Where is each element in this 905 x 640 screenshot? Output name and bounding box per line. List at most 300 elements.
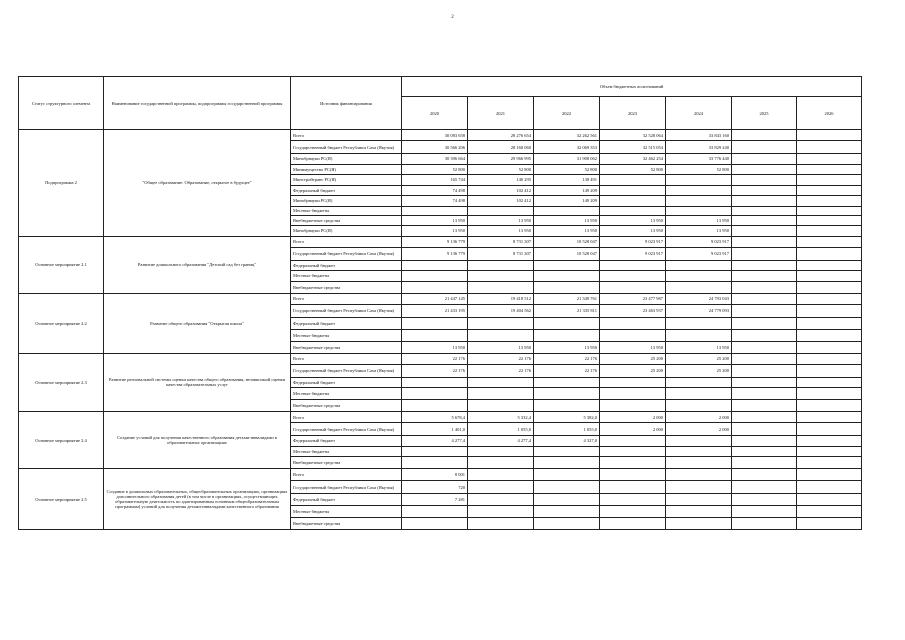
budget-value-cell: 5 382,0: [534, 412, 600, 423]
table-row: [19, 236, 862, 247]
budget-value-cell: [468, 260, 534, 271]
budget-value-cell: [797, 400, 862, 412]
funding-source: Федеральный бюджет: [291, 494, 402, 506]
funding-source: Местные бюджеты: [291, 271, 402, 282]
budget-value-cell: [732, 423, 797, 436]
budget-value-cell: [468, 317, 534, 329]
header-year: 2022: [534, 97, 600, 130]
budget-value-cell: 22 176: [534, 353, 600, 364]
budget-value-cell: [600, 329, 666, 341]
table-header: [19, 77, 862, 130]
structural-element-status: Основное мероприятие 2.1: [19, 236, 104, 293]
budget-value-cell: 2 000: [600, 423, 666, 436]
budget-value-cell: [468, 271, 534, 282]
funding-source: Федеральный бюджет: [291, 317, 402, 329]
budget-value-cell: [534, 260, 600, 271]
budget-value-cell: [797, 164, 862, 175]
budget-value-cell: [534, 377, 600, 388]
program-name: Развитие общего образования "Открытая школа": [104, 293, 291, 353]
budget-value-cell: [468, 388, 534, 400]
budget-value-cell: 13 950: [468, 215, 534, 226]
budget-value-cell: [534, 317, 600, 329]
program-name: "Общее образование: Образование, открытое в будущее": [104, 130, 291, 237]
budget-value-cell: [468, 329, 534, 341]
budget-value-cell: 74 498: [402, 185, 468, 196]
budget-value-cell: [732, 271, 797, 282]
page-number: 2: [451, 15, 454, 20]
budget-value-cell: [666, 329, 732, 341]
budget-value-cell: [797, 388, 862, 400]
budget-value-cell: [666, 457, 732, 469]
budget-value-cell: 13 950: [600, 226, 666, 237]
header-volume: Объем бюджетных ассигнований: [402, 77, 862, 97]
budget-value-cell: [797, 423, 862, 436]
budget-value-cell: [732, 400, 797, 412]
budget-value-cell: [600, 469, 666, 481]
budget-value-cell: [797, 293, 862, 304]
budget-value-cell: 1 055,0: [534, 423, 600, 436]
budget-value-cell: [732, 185, 797, 196]
budget-value-cell: 23 463 937: [600, 304, 666, 317]
budget-value-cell: [732, 196, 797, 207]
budget-value-cell: [732, 364, 797, 377]
budget-value-cell: [732, 141, 797, 154]
budget-value-cell: [402, 206, 468, 215]
budget-value-cell: [534, 271, 600, 282]
budget-value-cell: [666, 400, 732, 412]
budget-value-cell: [468, 400, 534, 412]
budget-value-cell: 52 800: [600, 164, 666, 175]
budget-value-cell: [666, 271, 732, 282]
program-name: Создание условий для получения качественного образования детьми-инвалидами в образовательных организациях: [104, 412, 291, 469]
funding-source: Федеральный бюджет: [291, 377, 402, 388]
budget-value-cell: 32 515 054: [600, 141, 666, 154]
budget-value-cell: [732, 329, 797, 341]
funding-source: Государственный бюджет Республики Саха (Якутия): [291, 423, 402, 436]
budget-value-cell: [797, 518, 862, 530]
budget-value-cell: [534, 457, 600, 469]
funding-source: Государственный бюджет Республики Саха (Якутия): [291, 141, 402, 154]
budget-value-cell: 52 800: [468, 164, 534, 175]
funding-source: Минстройтранс РС(Я): [291, 175, 402, 186]
budget-value-cell: 24 779 093: [666, 304, 732, 317]
budget-value-cell: [797, 215, 862, 226]
funding-source: Минобрнауки РС(Я): [291, 196, 402, 207]
funding-source: Внебюджетные средства: [291, 518, 402, 530]
budget-value-cell: 52 800: [402, 164, 468, 175]
budget-value-cell: 1 055,0: [468, 423, 534, 436]
budget-value-cell: 30 083 658: [402, 130, 468, 141]
budget-value-cell: [797, 377, 862, 388]
budget-value-cell: [732, 457, 797, 469]
budget-value-cell: [732, 260, 797, 271]
budget-value-cell: 21 447 145: [402, 293, 468, 304]
budget-value-cell: [732, 446, 797, 457]
budget-value-cell: [402, 400, 468, 412]
budget-value-cell: [732, 154, 797, 165]
budget-value-cell: [600, 196, 666, 207]
budget-value-cell: 13 950: [666, 226, 732, 237]
budget-value-cell: 29 966 995: [468, 154, 534, 165]
program-name: Развитие дошкольного образования "Детский сад без границ": [104, 236, 291, 293]
budget-value-cell: [534, 506, 600, 518]
budget-value-cell: [797, 304, 862, 317]
budget-value-cell: 149 209: [534, 185, 600, 196]
budget-value-cell: 138 491: [534, 175, 600, 186]
budget-value-cell: 140 295: [468, 175, 534, 186]
budget-value-cell: [402, 317, 468, 329]
budget-value-cell: [534, 388, 600, 400]
budget-value-cell: [732, 293, 797, 304]
budget-value-cell: 52 800: [666, 164, 732, 175]
structural-element-status: Основное мероприятие 2.2: [19, 293, 104, 353]
budget-value-cell: [666, 185, 732, 196]
budget-value-cell: [666, 481, 732, 494]
budget-value-cell: [666, 506, 732, 518]
budget-value-cell: [600, 446, 666, 457]
budget-value-cell: [666, 436, 732, 447]
budget-value-cell: [732, 353, 797, 364]
budget-value-cell: [797, 494, 862, 506]
budget-value-cell: 13 950: [600, 341, 666, 353]
header-status: Статус структурного элемента: [19, 77, 104, 130]
budget-value-cell: [797, 226, 862, 237]
budget-value-cell: [732, 388, 797, 400]
budget-value-cell: 4 327,0: [534, 436, 600, 447]
budget-value-cell: 102 412: [468, 185, 534, 196]
budget-value-cell: [600, 388, 666, 400]
budget-value-cell: [534, 494, 600, 506]
budget-value-cell: [732, 281, 797, 293]
table-row: [19, 293, 862, 304]
header-year: 2026: [797, 97, 862, 130]
budget-value-cell: [468, 377, 534, 388]
budget-value-cell: [600, 481, 666, 494]
budget-value-cell: 7 281: [402, 494, 468, 506]
budget-value-cell: [732, 226, 797, 237]
funding-source: Минобрнауки РС(Я): [291, 154, 402, 165]
header-source: Источник финансирования: [291, 77, 402, 130]
budget-value-cell: 21 335 811: [534, 304, 600, 317]
budget-value-cell: [797, 457, 862, 469]
budget-value-cell: [402, 271, 468, 282]
budget-table: [18, 76, 862, 530]
budget-value-cell: 13 950: [468, 341, 534, 353]
budget-value-cell: 5 332,4: [468, 412, 534, 423]
budget-value-cell: [402, 281, 468, 293]
budget-value-cell: 13 950: [534, 226, 600, 237]
funding-source: Всего: [291, 353, 402, 364]
budget-value-cell: [402, 329, 468, 341]
funding-source: Федеральный бюджет: [291, 436, 402, 447]
budget-value-cell: [600, 400, 666, 412]
budget-value-cell: [732, 469, 797, 481]
program-name: Развитие региональной системы оценки качества общего образования, независимой оценки качества образовательных услуг: [104, 353, 291, 412]
budget-value-cell: [797, 236, 862, 247]
budget-value-cell: [732, 481, 797, 494]
budget-value-cell: [797, 206, 862, 215]
budget-value-cell: [797, 175, 862, 186]
budget-value-cell: [732, 304, 797, 317]
budget-value-cell: [666, 469, 732, 481]
table-row: [19, 469, 862, 481]
budget-value-cell: [600, 436, 666, 447]
budget-value-cell: 13 950: [534, 215, 600, 226]
header-name: Наименование государственной программы, подпрограммы государственной программы: [104, 77, 291, 130]
budget-value-cell: 13 950: [666, 341, 732, 353]
header-year: 2023: [600, 97, 666, 130]
budget-value-cell: [666, 494, 732, 506]
budget-value-cell: [797, 481, 862, 494]
budget-value-cell: 25 200: [600, 353, 666, 364]
budget-value-cell: [732, 175, 797, 186]
budget-value-cell: [666, 196, 732, 207]
budget-value-cell: 1 401,0: [402, 423, 468, 436]
budget-value-cell: 23 477 987: [600, 293, 666, 304]
budget-value-cell: [797, 185, 862, 196]
budget-value-cell: [732, 130, 797, 141]
budget-value-cell: [797, 260, 862, 271]
budget-value-cell: [468, 518, 534, 530]
funding-source: Внебюджетные средства: [291, 281, 402, 293]
table-body: [19, 130, 862, 530]
budget-value-cell: 2 000: [666, 423, 732, 436]
budget-value-cell: [600, 317, 666, 329]
budget-value-cell: [468, 457, 534, 469]
budget-value-cell: 32 069 353: [534, 141, 600, 154]
budget-value-cell: [797, 317, 862, 329]
budget-value-cell: 9 023 917: [666, 236, 732, 247]
budget-value-cell: 30 566 206: [402, 141, 468, 154]
budget-value-cell: [732, 518, 797, 530]
structural-element-status: Основное мероприятие 2.3: [19, 353, 104, 412]
budget-value-cell: [666, 206, 732, 215]
budget-value-cell: [468, 469, 534, 481]
funding-source: Государственный бюджет Республики Саха (Якутия): [291, 364, 402, 377]
funding-source: Всего: [291, 130, 402, 141]
budget-value-cell: [797, 364, 862, 377]
budget-value-cell: [534, 400, 600, 412]
budget-value-cell: 10 528 047: [534, 247, 600, 260]
budget-value-cell: 9 023 917: [666, 247, 732, 260]
budget-value-cell: 33 776 440: [666, 154, 732, 165]
budget-value-cell: 25 200: [666, 364, 732, 377]
budget-value-cell: 22 176: [402, 353, 468, 364]
budget-value-cell: 21 349 761: [534, 293, 600, 304]
budget-value-cell: 9 023 917: [600, 236, 666, 247]
budget-value-cell: [600, 506, 666, 518]
budget-value-cell: 9 023 917: [600, 247, 666, 260]
budget-value-cell: [797, 329, 862, 341]
budget-value-cell: [666, 388, 732, 400]
budget-value-cell: 2 000: [666, 412, 732, 423]
budget-value-cell: 33 843 160: [666, 130, 732, 141]
budget-value-cell: [534, 281, 600, 293]
budget-value-cell: [797, 281, 862, 293]
budget-value-cell: 22 176: [534, 364, 600, 377]
budget-value-cell: [534, 518, 600, 530]
budget-value-cell: [732, 215, 797, 226]
budget-value-cell: [600, 185, 666, 196]
budget-value-cell: 30 396 664: [402, 154, 468, 165]
budget-value-cell: [732, 341, 797, 353]
budget-value-cell: [600, 260, 666, 271]
budget-value-cell: [732, 236, 797, 247]
budget-value-cell: [797, 412, 862, 423]
budget-value-cell: 165 744: [402, 175, 468, 186]
funding-source: Государственный бюджет Республики Саха (Якутия): [291, 304, 402, 317]
budget-value-cell: [600, 175, 666, 186]
budget-value-cell: [402, 377, 468, 388]
budget-value-cell: 28 160 060: [468, 141, 534, 154]
budget-value-cell: [797, 247, 862, 260]
funding-source: Федеральный бюджет: [291, 185, 402, 196]
funding-source: Местные бюджеты: [291, 206, 402, 215]
budget-value-cell: [797, 154, 862, 165]
funding-source: Внебюджетные средства: [291, 457, 402, 469]
budget-value-cell: 22 176: [402, 364, 468, 377]
budget-value-cell: 24 793 043: [666, 293, 732, 304]
budget-value-cell: [534, 481, 600, 494]
budget-value-cell: [600, 377, 666, 388]
budget-value-cell: [534, 446, 600, 457]
budget-value-cell: 19 418 512: [468, 293, 534, 304]
budget-value-cell: 149 209: [534, 196, 600, 207]
budget-value-cell: [732, 164, 797, 175]
budget-value-cell: 25 200: [666, 353, 732, 364]
budget-value-cell: 31 908 062: [534, 154, 600, 165]
budget-value-cell: [732, 206, 797, 215]
header-year: 2024: [666, 97, 732, 130]
budget-value-cell: [468, 481, 534, 494]
budget-value-cell: [402, 446, 468, 457]
budget-value-cell: [600, 206, 666, 215]
budget-value-cell: [600, 271, 666, 282]
budget-value-cell: [600, 494, 666, 506]
budget-value-cell: [797, 141, 862, 154]
budget-value-cell: 21 433 195: [402, 304, 468, 317]
budget-value-cell: 4 277,4: [468, 436, 534, 447]
budget-value-cell: 2 000: [600, 412, 666, 423]
program-name: Создание в дошкольных образовательных, общеобразовательных организациях, организациях дополнительного образования детей (в том числе в организациях, осуществляющих образовательную деятельность по адаптированным основным общеобразовательным программам) условий для получения детьми-инвалидами качественного образования: [104, 469, 291, 530]
budget-value-cell: 13 950: [600, 215, 666, 226]
budget-value-cell: [666, 281, 732, 293]
budget-value-cell: [797, 130, 862, 141]
funding-source: Всего: [291, 293, 402, 304]
budget-value-cell: 33 829 240: [666, 141, 732, 154]
structural-element-status: Основное мероприятие 2.5: [19, 469, 104, 530]
budget-value-cell: [468, 494, 534, 506]
budget-value-cell: [468, 281, 534, 293]
budget-value-cell: [402, 518, 468, 530]
funding-source: Всего: [291, 236, 402, 247]
budget-value-cell: [732, 317, 797, 329]
budget-value-cell: 28 276 654: [468, 130, 534, 141]
budget-value-cell: 13 950: [534, 341, 600, 353]
budget-value-cell: 8 731 307: [468, 236, 534, 247]
budget-value-cell: 74 498: [402, 196, 468, 207]
budget-value-cell: 8 731 307: [468, 247, 534, 260]
budget-value-cell: [534, 206, 600, 215]
table-row: [19, 412, 862, 423]
budget-value-cell: [732, 494, 797, 506]
budget-value-cell: [468, 506, 534, 518]
budget-value-cell: 13 950: [402, 341, 468, 353]
budget-value-cell: [468, 446, 534, 457]
budget-value-cell: 52 800: [534, 164, 600, 175]
budget-value-cell: 25 200: [600, 364, 666, 377]
funding-source: Внебюджетные средства: [291, 341, 402, 353]
table-row: [19, 353, 862, 364]
header-year: 2020: [402, 97, 468, 130]
budget-value-cell: [600, 281, 666, 293]
budget-value-cell: 8 001: [402, 469, 468, 481]
budget-value-cell: [797, 353, 862, 364]
funding-source: Местные бюджеты: [291, 329, 402, 341]
budget-value-cell: 4 277,4: [402, 436, 468, 447]
funding-source: Государственный бюджет Республики Саха (Якутия): [291, 481, 402, 494]
budget-value-cell: [732, 412, 797, 423]
budget-value-cell: 5 678,4: [402, 412, 468, 423]
budget-value-cell: 19 404 562: [468, 304, 534, 317]
funding-source: Местные бюджеты: [291, 446, 402, 457]
budget-value-cell: [732, 247, 797, 260]
budget-value-cell: [666, 518, 732, 530]
budget-value-cell: [732, 506, 797, 518]
header-year: 2025: [732, 97, 797, 130]
budget-value-cell: [797, 469, 862, 481]
budget-value-cell: [402, 388, 468, 400]
budget-value-cell: [534, 329, 600, 341]
budget-value-cell: [468, 206, 534, 215]
budget-value-cell: [666, 317, 732, 329]
budget-value-cell: 13 950: [468, 226, 534, 237]
funding-source: Минобрнауки РС(Я): [291, 226, 402, 237]
funding-source: Местные бюджеты: [291, 506, 402, 518]
budget-value-cell: [666, 175, 732, 186]
table-row: [19, 130, 862, 141]
budget-value-cell: [600, 518, 666, 530]
budget-value-cell: [797, 196, 862, 207]
budget-value-cell: [797, 271, 862, 282]
budget-value-cell: 9 136 779: [402, 236, 468, 247]
budget-value-cell: 32 462 254: [600, 154, 666, 165]
funding-source: Внебюджетные средства: [291, 400, 402, 412]
budget-value-cell: 22 176: [468, 364, 534, 377]
budget-value-cell: 9 136 779: [402, 247, 468, 260]
funding-source: Внебюджетные средства: [291, 215, 402, 226]
budget-value-cell: 10 528 047: [534, 236, 600, 247]
budget-value-cell: 13 950: [666, 215, 732, 226]
structural-element-status: Основное мероприятие 2.4: [19, 412, 104, 469]
budget-value-cell: [666, 260, 732, 271]
budget-value-cell: 32 262 561: [534, 130, 600, 141]
budget-value-cell: 13 950: [402, 226, 468, 237]
budget-value-cell: [600, 457, 666, 469]
budget-value-cell: 22 176: [468, 353, 534, 364]
budget-value-cell: [797, 446, 862, 457]
funding-source: Всего: [291, 469, 402, 481]
budget-value-cell: [797, 436, 862, 447]
budget-value-cell: [666, 377, 732, 388]
budget-value-cell: [402, 457, 468, 469]
budget-value-cell: [732, 377, 797, 388]
budget-value-cell: [402, 260, 468, 271]
budget-value-cell: [666, 446, 732, 457]
funding-source: Государственный бюджет Республики Саха (Якутия): [291, 247, 402, 260]
budget-value-cell: [797, 341, 862, 353]
budget-value-cell: [402, 506, 468, 518]
